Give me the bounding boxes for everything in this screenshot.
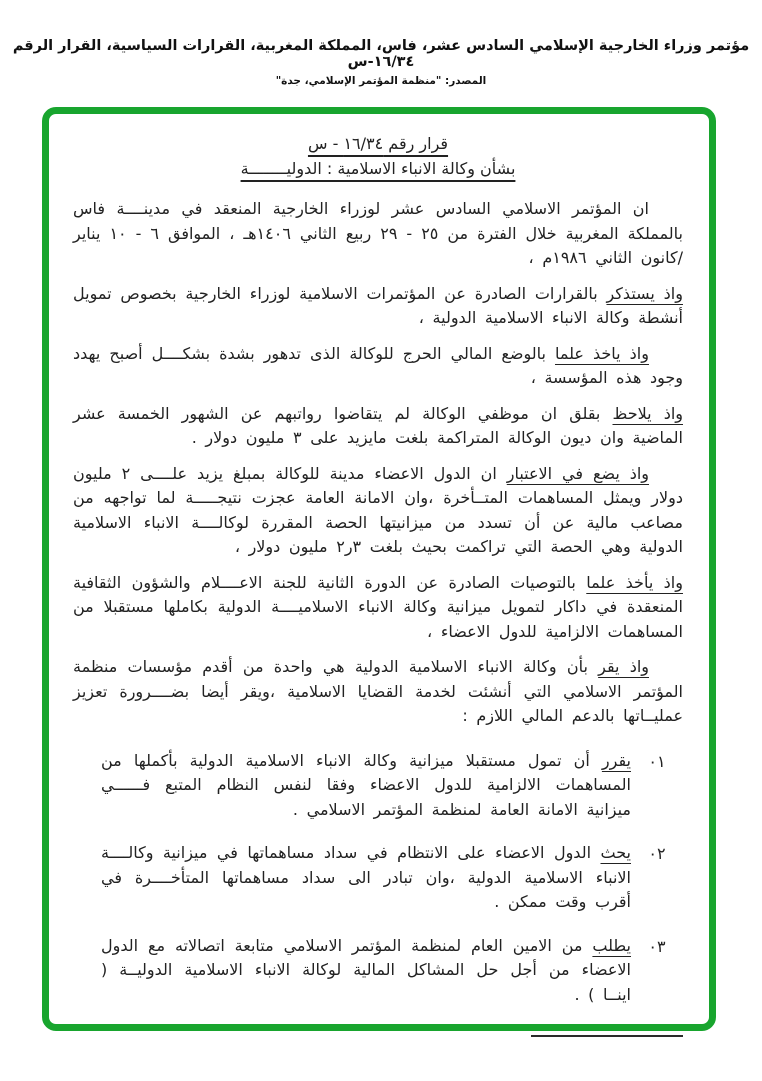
item-number: ٠٢: [648, 844, 666, 863]
paragraph-text: بالقرارات الصادرة عن المؤتمرات الاسلامية لوزراء الخارجية بخصوص تمويل أنشطة وكالة الانباء الاسلامية الدولية ،: [73, 283, 683, 327]
item-text: [73, 841, 631, 915]
preamble-paragraph: [73, 197, 683, 271]
clause-lead: واذ يستذكر: [606, 283, 683, 303]
clause-lead: واذ يلاحظ: [612, 403, 683, 423]
paragraph-text: بأن وكالة الانباء الاسلامية الدولية هي واحدة من أقدم مؤسسات منظمة المؤتمر الاسلامي التي أنشئت لخدمة القضايا الاسلامية ،ويقر أيضا بضــــرورة تعزيز عمليــاتها بالدعم المالي اللازم :: [73, 657, 683, 725]
item-body: الدول الاعضاء على الانتظام في سداد مساهماتها في ميزانية وكالــــة الانباء الاسلامية الدولية ،وان تبادر الى سداد مساهماتها المتأخــــرة في أقرب وقت ممكن .: [101, 843, 631, 911]
resolution-item: [73, 749, 683, 823]
resolution-title: [73, 132, 683, 181]
preamble-paragraph: [73, 462, 683, 560]
document-content: [49, 114, 709, 1037]
item-lead: يطلب: [592, 935, 631, 955]
item-body: أن تمول مستقبلا ميزانية وكالة الانباء الاسلامية الدولية بأكملها من المساهمات الالزامية للدول الاعضاء وفقا لنفس النظام المتبع فــــــي ميزانية الامانة العامة لمنظمة المؤتمر الاسلامي .: [101, 750, 631, 819]
paragraph-text: بقلق ان موظفي الوكالة لم يتقاضوا رواتبهم عن الشهور الخمسة عشر الماضية وان ديون الوكالة المتراكمة بلغت مايزيد على ٣ مليون دولار .: [73, 403, 683, 447]
preamble-paragraph: [73, 342, 683, 391]
resolution-subject-title: بشأن وكالة الانباء الاسلامية : الدوليــــــــة: [240, 158, 516, 178]
preamble-paragraph: [73, 402, 683, 451]
preamble-paragraph: [73, 282, 683, 331]
document-frame: [42, 107, 716, 1031]
clause-lead: واذ يضع في الاعتبار: [506, 463, 649, 483]
paragraph-text: بالوضع المالي الحرج للوكالة الذى تدهور بشدة بشكــــل أصبح يهدد وجود هذه المؤسسة ،: [73, 343, 683, 387]
item-lead: يقرر: [601, 750, 631, 770]
source-line: [0, 75, 762, 87]
clause-lead: واذ يقر: [598, 657, 649, 676]
paragraph-text: ان الدول الاعضاء مدينة للوكالة بمبلغ يزيد علــــى ٢ مليون دولار ويمثل المساهمات المتــأخرة ،وان الامانة العامة عجزت نتيجـــــة لما تواجهه من مصاعب مالية عن أن تسدد من ميزانيتها الحصة المقررة لوكالــــة الانباء الاسلامية الدولية وهي الحصة التي تراكمت بحيث بلغت ٣ر٢ مليون دولار ،: [73, 463, 683, 556]
resolution-number-title: قرار رقم ١٦/٣٤ - س: [307, 134, 449, 153]
clause-lead: واذ يأخذ علما: [586, 572, 683, 592]
item-text: [73, 749, 631, 823]
item-lead: يحث: [600, 843, 631, 862]
resolution-items: [73, 749, 683, 1008]
clause-lead: واذ ياخذ علما: [554, 343, 649, 363]
preamble-paragraph: [73, 571, 683, 645]
source-label: المصدر:: [445, 75, 487, 87]
paragraph-text: ان المؤتمر الاسلامي السادس عشر لوزراء الخارجية المنعقد في مدينــــة فاس بالمملكة المغربية خلال الفترة من ٢٥ - ٢٩ ربيع الثاني ١٤٠٦هـ ، الموافق ٦ - ١٠ يناير /كانون الثاني ١٩٨٦م ،: [73, 199, 683, 267]
resolution-item: [73, 934, 683, 1008]
item-number: ٠٣: [648, 936, 666, 956]
paragraph-text: بالتوصيات الصادرة عن الدورة الثانية للجنة الاعــــلام والشؤون الثقافية المنعقدة في داكار لتمويل ميزانية وكالة الانباء الاسلاميــــة الدولية بكاملها مستقبلا من المساهمات الالزامية للدول الاعضاء ،: [73, 572, 683, 641]
item-text: [73, 934, 631, 1008]
resolution-item: [73, 841, 683, 915]
page-header-line: مؤتمر وزراء الخارجية الإسلامي السادس عشر، فاس، المملكة المغربية، القرارات السياسية، القرار الرقم ١٦/٣٤-س: [12, 38, 750, 70]
end-divider: [531, 1035, 683, 1037]
source-value: "منظمة المؤتمر الإسلامي، جدة": [275, 75, 442, 87]
item-number: ٠١: [648, 751, 666, 771]
item-body: من الامين العام لمنظمة المؤتمر الاسلامي متابعة اتصالاته مع الدول الاعضاء من أجل حل المشاكل المالية لوكالة الانباء الاسلامية الدوليــة ( اينــا ) .: [101, 935, 631, 1004]
preamble-paragraph: [73, 655, 683, 729]
